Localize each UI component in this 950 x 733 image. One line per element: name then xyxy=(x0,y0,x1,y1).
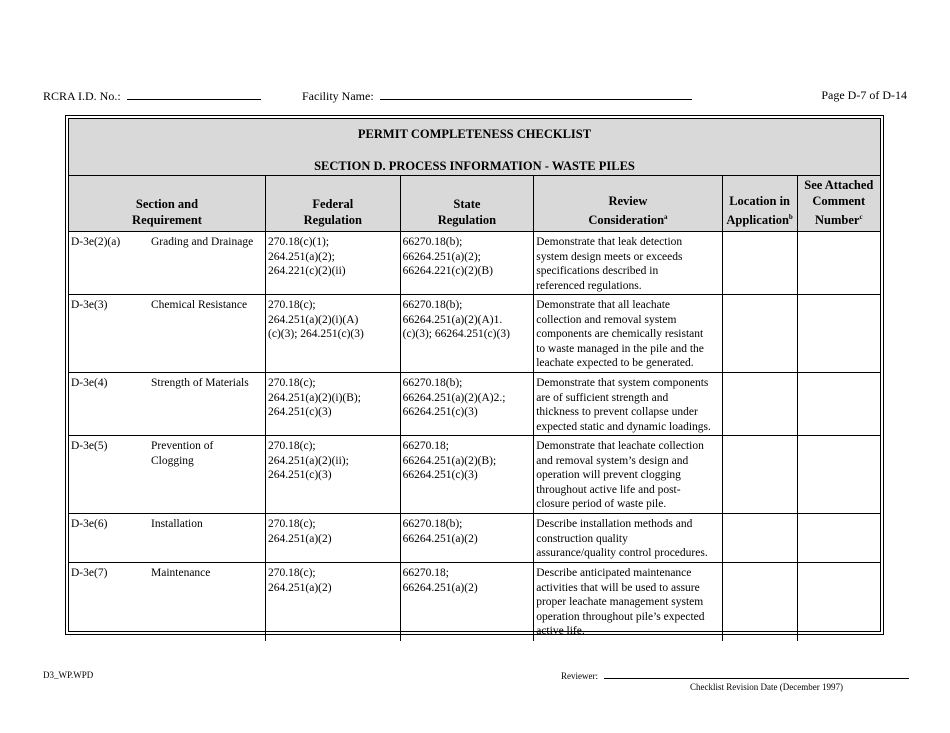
checklist-inner xyxy=(68,118,881,638)
checklist-title: PERMIT COMPLETENESS CHECKLIST xyxy=(357,127,592,141)
section-cell xyxy=(69,436,266,514)
review-cell: Describe anticipated maintenance activities that will be used to assure proper leachate management system operation throughout pile’s expected active life. xyxy=(534,563,722,641)
comment-cell[interactable] xyxy=(797,373,880,436)
comment-cell[interactable] xyxy=(797,563,880,641)
federal-cell: 270.18(c); 264.251(a)(2) xyxy=(266,563,401,641)
state-cell: 66270.18(b); 66264.251(a)(2)(A)2.; 66264.251(c)(3) xyxy=(400,373,534,436)
location-cell[interactable] xyxy=(722,295,797,373)
table-row xyxy=(69,232,880,295)
requirement-name: Strength of Materials xyxy=(151,377,249,389)
review-cell: Demonstrate that leak detection system design meets or exceeds specifications described in referenced regulations. xyxy=(534,232,722,295)
location-cell[interactable] xyxy=(722,436,797,514)
page-number: Page D-7 of D-14 xyxy=(821,88,907,102)
federal-cell: 270.18(c); 264.251(a)(2) xyxy=(266,514,401,563)
reviewer-field xyxy=(561,670,909,681)
state-cell: 66270.18(b); 66264.251(a)(2)(A)1. (c)(3); 66264.251(c)(3) xyxy=(400,295,534,373)
facility-name-field xyxy=(302,88,692,104)
comment-cell[interactable] xyxy=(797,295,880,373)
rcra-id-field xyxy=(43,88,261,104)
requirement-name: Maintenance xyxy=(151,567,211,579)
requirement-code: D-3e(7) xyxy=(71,567,108,579)
checklist-frame xyxy=(65,115,884,638)
state-cell: 66270.18; 66264.251(a)(2) xyxy=(400,563,534,641)
section-title: SECTION D. PROCESS INFORMATION - WASTE PILES xyxy=(314,159,635,173)
requirement-name: Chemical Resistance xyxy=(151,299,248,311)
federal-cell: 270.18(c)(1); 264.251(a)(2); 264.221(c)(2)(ii) xyxy=(266,232,401,295)
section-cell xyxy=(69,232,266,295)
location-cell[interactable] xyxy=(722,514,797,563)
review-cell: Demonstrate that leachate collection and removal system’s design and operation will prevent clogging throughout active life and post- closure period of waste pile. xyxy=(534,436,722,514)
revision-date: Checklist Revision Date (December 1997) xyxy=(690,682,843,692)
review-cell: Demonstrate that system components are of sufficient strength and thickness to prevent collapse under expected static and dynamic loadings. xyxy=(534,373,722,436)
federal-cell: 270.18(c); 264.251(a)(2)(i)(A) (c)(3); 264.251(c)(3) xyxy=(266,295,401,373)
col-federal-regulation: Federal Regulation xyxy=(266,176,401,232)
federal-cell: 270.18(c); 264.251(a)(2)(i)(B); 264.251(c)(3) xyxy=(266,373,401,436)
facility-name-label: Facility Name: xyxy=(302,89,374,103)
section-cell xyxy=(69,563,266,641)
file-name: D3_WP.WPD xyxy=(43,670,94,680)
facility-name-blank xyxy=(380,88,692,100)
requirement-name: Grading and Drainage xyxy=(151,236,254,248)
comment-cell[interactable] xyxy=(797,514,880,563)
state-cell: 66270.18(b); 66264.251(a)(2); 66264.221(c)(2)(B) xyxy=(400,232,534,295)
rcra-id-blank xyxy=(127,88,261,100)
reviewer-label: Reviewer: xyxy=(561,671,598,681)
table-row xyxy=(69,295,880,373)
requirement-name: Installation xyxy=(151,518,203,530)
col-location-in-application: Location in Application$^b$ xyxy=(722,176,797,232)
col-comment-number: See Attached Comment Number$^c$ xyxy=(797,176,880,232)
col-state-regulation: State Regulation xyxy=(400,176,534,232)
requirement-code: D-3e(3) xyxy=(71,299,108,311)
requirement-name: Prevention of Clogging xyxy=(151,440,214,467)
section-cell xyxy=(69,373,266,436)
reviewer-blank xyxy=(604,670,909,679)
header-row xyxy=(69,176,880,232)
section-cell xyxy=(69,295,266,373)
table-row xyxy=(69,563,880,641)
col-section-requirement: Section and Requirement xyxy=(69,176,266,232)
table-row xyxy=(69,436,880,514)
location-cell[interactable] xyxy=(722,232,797,295)
state-cell: 66270.18(b); 66264.251(a)(2) xyxy=(400,514,534,563)
state-cell: 66270.18; 66264.251(a)(2)(B); 66264.251(c)(3) xyxy=(400,436,534,514)
requirement-code: D-3e(5) xyxy=(71,440,108,452)
requirement-code: D-3e(6) xyxy=(71,518,108,530)
table-row xyxy=(69,514,880,563)
section-cell xyxy=(69,514,266,563)
review-cell: Describe installation methods and construction quality assurance/quality control procedures. xyxy=(534,514,722,563)
requirement-code: D-3e(4) xyxy=(71,377,108,389)
table-row xyxy=(69,373,880,436)
checklist-table xyxy=(69,175,880,641)
comment-cell[interactable] xyxy=(797,436,880,514)
federal-cell: 270.18(c); 264.251(a)(2)(ii); 264.251(c)(3) xyxy=(266,436,401,514)
requirement-code: D-3e(2)(a) xyxy=(71,236,121,248)
review-cell: Demonstrate that all leachate collection and removal system components are chemically resistant to waste managed in the pile and the leachate expected to be generated. xyxy=(534,295,722,373)
location-cell[interactable] xyxy=(722,563,797,641)
col-review-consideration: Review Consideration$^a$ xyxy=(534,176,722,232)
comment-cell[interactable] xyxy=(797,232,880,295)
rcra-id-label: RCRA I.D. No.: xyxy=(43,89,121,103)
location-cell[interactable] xyxy=(722,373,797,436)
title-band xyxy=(69,119,880,176)
